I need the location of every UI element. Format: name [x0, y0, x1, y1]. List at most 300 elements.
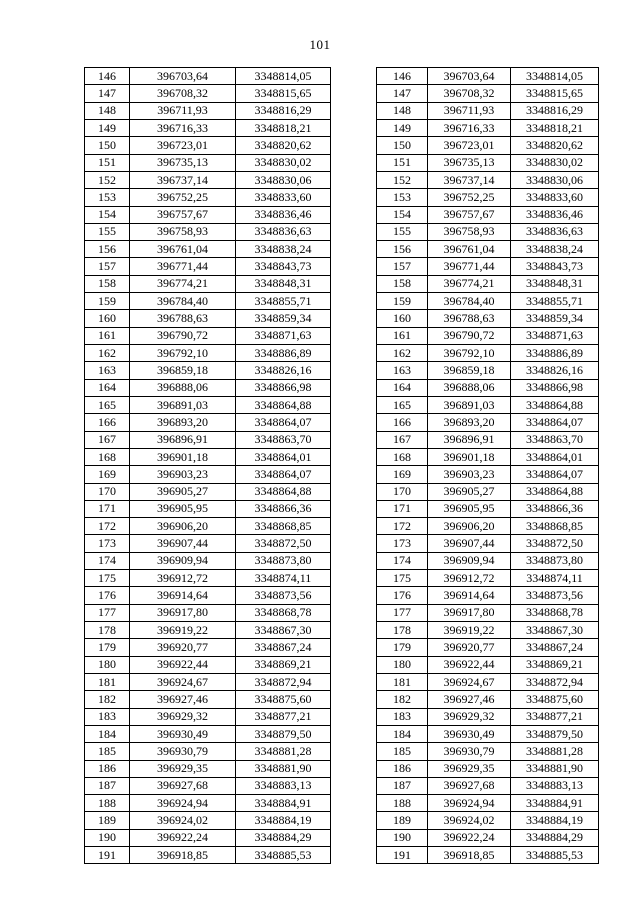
point-number-cell: 154 [85, 206, 130, 223]
y-coordinate-cell: 3348863,70 [511, 431, 599, 448]
point-number-cell: 187 [85, 777, 130, 794]
table-row [85, 708, 331, 725]
y-coordinate-cell: 3348867,24 [511, 639, 599, 656]
x-coordinate-cell: 396888,06 [428, 379, 511, 396]
x-coordinate-cell: 396888,06 [130, 379, 236, 396]
table-row [377, 847, 599, 864]
point-number-cell: 183 [377, 708, 428, 725]
x-coordinate-cell: 396708,32 [130, 85, 236, 102]
x-coordinate-cell: 396924,94 [428, 795, 511, 812]
x-coordinate-cell: 396907,44 [130, 535, 236, 552]
point-number-cell: 169 [377, 466, 428, 483]
x-coordinate-cell: 396784,40 [130, 293, 236, 310]
point-number-cell: 159 [377, 293, 428, 310]
point-number-cell: 191 [377, 847, 428, 864]
point-number-cell: 179 [377, 639, 428, 656]
y-coordinate-cell: 3348875,60 [511, 691, 599, 708]
point-number-cell: 168 [85, 448, 130, 465]
point-number-cell: 156 [377, 241, 428, 258]
y-coordinate-cell: 3348815,65 [236, 85, 331, 102]
x-coordinate-cell: 396737,14 [428, 171, 511, 188]
table-row [377, 241, 599, 258]
y-coordinate-cell: 3348886,89 [511, 345, 599, 362]
y-coordinate-cell: 3348866,98 [236, 379, 331, 396]
point-number-cell: 160 [85, 310, 130, 327]
table-row [377, 552, 599, 569]
table-row [377, 622, 599, 639]
table-row [377, 275, 599, 292]
x-coordinate-cell: 396758,93 [428, 223, 511, 240]
y-coordinate-cell: 3348814,05 [511, 68, 599, 85]
point-number-cell: 175 [85, 570, 130, 587]
point-number-cell: 163 [85, 362, 130, 379]
y-coordinate-cell: 3348873,56 [511, 587, 599, 604]
point-number-cell: 181 [377, 673, 428, 690]
point-number-cell: 170 [377, 483, 428, 500]
point-number-cell: 148 [85, 102, 130, 119]
y-coordinate-cell: 3348867,30 [236, 622, 331, 639]
point-number-cell: 169 [85, 466, 130, 483]
y-coordinate-cell: 3348884,91 [511, 795, 599, 812]
point-number-cell: 168 [377, 448, 428, 465]
y-coordinate-cell: 3348816,29 [236, 102, 331, 119]
x-coordinate-cell: 396919,22 [130, 622, 236, 639]
table-row [85, 102, 331, 119]
y-coordinate-cell: 3348820,62 [236, 137, 331, 154]
point-number-cell: 165 [377, 396, 428, 413]
x-coordinate-cell: 396716,33 [130, 119, 236, 136]
x-coordinate-cell: 396906,20 [130, 518, 236, 535]
y-coordinate-cell: 3348872,94 [511, 673, 599, 690]
x-coordinate-cell: 396918,85 [130, 847, 236, 864]
x-coordinate-cell: 396922,24 [428, 829, 511, 846]
y-coordinate-cell: 3348884,91 [236, 795, 331, 812]
table-row [85, 795, 331, 812]
y-coordinate-cell: 3348855,71 [236, 293, 331, 310]
x-coordinate-cell: 396774,21 [130, 275, 236, 292]
x-coordinate-cell: 396723,01 [428, 137, 511, 154]
point-number-cell: 189 [85, 812, 130, 829]
y-coordinate-cell: 3348881,28 [236, 743, 331, 760]
x-coordinate-cell: 396929,32 [428, 708, 511, 725]
y-coordinate-cell: 3348873,56 [236, 587, 331, 604]
y-coordinate-cell: 3348877,21 [511, 708, 599, 725]
x-coordinate-cell: 396914,64 [428, 587, 511, 604]
x-coordinate-cell: 396761,04 [428, 241, 511, 258]
y-coordinate-cell: 3348836,63 [236, 223, 331, 240]
point-number-cell: 188 [85, 795, 130, 812]
y-coordinate-cell: 3348868,78 [236, 604, 331, 621]
table-row [85, 396, 331, 413]
point-number-cell: 167 [85, 431, 130, 448]
table-row [377, 154, 599, 171]
y-coordinate-cell: 3348872,50 [236, 535, 331, 552]
point-number-cell: 177 [85, 604, 130, 621]
x-coordinate-cell: 396735,13 [130, 154, 236, 171]
table-row [85, 760, 331, 777]
table-row [85, 258, 331, 275]
y-coordinate-cell: 3348826,16 [236, 362, 331, 379]
table-row [85, 604, 331, 621]
y-coordinate-cell: 3348871,63 [236, 327, 331, 344]
table-row [377, 466, 599, 483]
x-coordinate-cell: 396907,44 [428, 535, 511, 552]
x-coordinate-cell: 396893,20 [130, 414, 236, 431]
table-row [85, 293, 331, 310]
y-coordinate-cell: 3348872,94 [236, 673, 331, 690]
x-coordinate-cell: 396859,18 [428, 362, 511, 379]
table-row [85, 414, 331, 431]
y-coordinate-cell: 3348818,21 [511, 119, 599, 136]
point-number-cell: 167 [377, 431, 428, 448]
x-coordinate-cell: 396909,94 [428, 552, 511, 569]
x-coordinate-cell: 396737,14 [130, 171, 236, 188]
x-coordinate-cell: 396905,27 [130, 483, 236, 500]
point-number-cell: 150 [85, 137, 130, 154]
y-coordinate-cell: 3348871,63 [511, 327, 599, 344]
y-coordinate-cell: 3348873,80 [236, 552, 331, 569]
y-coordinate-cell: 3348879,50 [236, 725, 331, 742]
point-number-cell: 174 [85, 552, 130, 569]
table-row [85, 327, 331, 344]
table-row [85, 189, 331, 206]
point-number-cell: 170 [85, 483, 130, 500]
point-number-cell: 160 [377, 310, 428, 327]
y-coordinate-cell: 3348879,50 [511, 725, 599, 742]
y-coordinate-cell: 3348836,46 [236, 206, 331, 223]
x-coordinate-cell: 396896,91 [428, 431, 511, 448]
y-coordinate-cell: 3348875,60 [236, 691, 331, 708]
table-row [85, 171, 331, 188]
y-coordinate-cell: 3348820,62 [511, 137, 599, 154]
coordinates-table-right [376, 67, 599, 864]
y-coordinate-cell: 3348872,50 [511, 535, 599, 552]
x-coordinate-cell: 396922,44 [428, 656, 511, 673]
y-coordinate-cell: 3348866,98 [511, 379, 599, 396]
point-number-cell: 163 [377, 362, 428, 379]
x-coordinate-cell: 396703,64 [428, 68, 511, 85]
table-row [85, 362, 331, 379]
point-number-cell: 186 [377, 760, 428, 777]
table-row [377, 171, 599, 188]
table-row [377, 396, 599, 413]
x-coordinate-cell: 396917,80 [428, 604, 511, 621]
point-number-cell: 173 [377, 535, 428, 552]
point-number-cell: 147 [85, 85, 130, 102]
point-number-cell: 162 [85, 345, 130, 362]
x-coordinate-cell: 396922,24 [130, 829, 236, 846]
y-coordinate-cell: 3348886,89 [236, 345, 331, 362]
x-coordinate-cell: 396906,20 [428, 518, 511, 535]
table-row [377, 500, 599, 517]
table-row [85, 154, 331, 171]
x-coordinate-cell: 396792,10 [428, 345, 511, 362]
x-coordinate-cell: 396761,04 [130, 241, 236, 258]
point-number-cell: 173 [85, 535, 130, 552]
table-row [85, 622, 331, 639]
x-coordinate-cell: 396924,02 [428, 812, 511, 829]
table-row [377, 258, 599, 275]
y-coordinate-cell: 3348883,13 [236, 777, 331, 794]
table-row [377, 535, 599, 552]
table-row [85, 466, 331, 483]
y-coordinate-cell: 3348833,60 [236, 189, 331, 206]
x-coordinate-cell: 396905,95 [130, 500, 236, 517]
y-coordinate-cell: 3348848,31 [236, 275, 331, 292]
point-number-cell: 191 [85, 847, 130, 864]
y-coordinate-cell: 3348855,71 [511, 293, 599, 310]
table-row [377, 345, 599, 362]
table-row [377, 673, 599, 690]
point-number-cell: 155 [377, 223, 428, 240]
x-coordinate-cell: 396924,94 [130, 795, 236, 812]
point-number-cell: 152 [377, 171, 428, 188]
x-coordinate-cell: 396771,44 [428, 258, 511, 275]
x-coordinate-cell: 396919,22 [428, 622, 511, 639]
point-number-cell: 165 [85, 396, 130, 413]
y-coordinate-cell: 3348877,21 [236, 708, 331, 725]
point-number-cell: 184 [85, 725, 130, 742]
y-coordinate-cell: 3348838,24 [236, 241, 331, 258]
table-row [85, 535, 331, 552]
point-number-cell: 177 [377, 604, 428, 621]
point-number-cell: 171 [85, 500, 130, 517]
x-coordinate-cell: 396903,23 [428, 466, 511, 483]
table-row [85, 587, 331, 604]
x-coordinate-cell: 396929,35 [130, 760, 236, 777]
y-coordinate-cell: 3348884,19 [511, 812, 599, 829]
x-coordinate-cell: 396905,95 [428, 500, 511, 517]
point-number-cell: 186 [85, 760, 130, 777]
y-coordinate-cell: 3348881,90 [511, 760, 599, 777]
table-row [377, 656, 599, 673]
table-row [377, 189, 599, 206]
table-row [377, 691, 599, 708]
table-row [377, 777, 599, 794]
table-row [377, 379, 599, 396]
x-coordinate-cell: 396774,21 [428, 275, 511, 292]
x-coordinate-cell: 396859,18 [130, 362, 236, 379]
table-row [85, 691, 331, 708]
point-number-cell: 151 [377, 154, 428, 171]
table-row [377, 102, 599, 119]
y-coordinate-cell: 3348881,28 [511, 743, 599, 760]
table-row [85, 725, 331, 742]
x-coordinate-cell: 396909,94 [130, 552, 236, 569]
x-coordinate-cell: 396711,93 [130, 102, 236, 119]
y-coordinate-cell: 3348864,88 [511, 483, 599, 500]
table-row [377, 414, 599, 431]
y-coordinate-cell: 3348863,70 [236, 431, 331, 448]
point-number-cell: 164 [377, 379, 428, 396]
x-coordinate-cell: 396790,72 [428, 327, 511, 344]
table-row [85, 500, 331, 517]
table-row [85, 448, 331, 465]
point-number-cell: 157 [377, 258, 428, 275]
table-row [85, 206, 331, 223]
x-coordinate-cell: 396891,03 [130, 396, 236, 413]
table-row [85, 829, 331, 846]
x-coordinate-cell: 396924,67 [428, 673, 511, 690]
x-coordinate-cell: 396896,91 [130, 431, 236, 448]
y-coordinate-cell: 3348864,07 [511, 414, 599, 431]
table-row [85, 639, 331, 656]
table-row [377, 448, 599, 465]
point-number-cell: 179 [85, 639, 130, 656]
point-number-cell: 147 [377, 85, 428, 102]
point-number-cell: 181 [85, 673, 130, 690]
table-row [85, 85, 331, 102]
point-number-cell: 162 [377, 345, 428, 362]
y-coordinate-cell: 3348838,24 [511, 241, 599, 258]
x-coordinate-cell: 396917,80 [130, 604, 236, 621]
point-number-cell: 166 [377, 414, 428, 431]
point-number-cell: 178 [377, 622, 428, 639]
y-coordinate-cell: 3348864,01 [511, 448, 599, 465]
point-number-cell: 176 [85, 587, 130, 604]
table-row [377, 223, 599, 240]
x-coordinate-cell: 396792,10 [130, 345, 236, 362]
point-number-cell: 172 [377, 518, 428, 535]
point-number-cell: 158 [377, 275, 428, 292]
table-row [377, 570, 599, 587]
point-number-cell: 182 [85, 691, 130, 708]
y-coordinate-cell: 3348836,46 [511, 206, 599, 223]
y-coordinate-cell: 3348814,05 [236, 68, 331, 85]
y-coordinate-cell: 3348874,11 [511, 570, 599, 587]
x-coordinate-cell: 396903,23 [130, 466, 236, 483]
table-row [85, 518, 331, 535]
table-row [377, 310, 599, 327]
x-coordinate-cell: 396788,63 [428, 310, 511, 327]
point-number-cell: 180 [85, 656, 130, 673]
y-coordinate-cell: 3348868,85 [511, 518, 599, 535]
x-coordinate-cell: 396912,72 [130, 570, 236, 587]
point-number-cell: 157 [85, 258, 130, 275]
table-row [85, 241, 331, 258]
x-coordinate-cell: 396758,93 [130, 223, 236, 240]
x-coordinate-cell: 396711,93 [428, 102, 511, 119]
table-row [85, 777, 331, 794]
y-coordinate-cell: 3348864,88 [236, 396, 331, 413]
y-coordinate-cell: 3348859,34 [511, 310, 599, 327]
table-row [377, 708, 599, 725]
table-row [85, 379, 331, 396]
x-coordinate-cell: 396914,64 [130, 587, 236, 604]
x-coordinate-cell: 396757,67 [428, 206, 511, 223]
point-number-cell: 189 [377, 812, 428, 829]
point-number-cell: 182 [377, 691, 428, 708]
table-row [85, 223, 331, 240]
point-number-cell: 152 [85, 171, 130, 188]
y-coordinate-cell: 3348830,06 [236, 171, 331, 188]
y-coordinate-cell: 3348843,73 [511, 258, 599, 275]
x-coordinate-cell: 396757,67 [130, 206, 236, 223]
y-coordinate-cell: 3348883,13 [511, 777, 599, 794]
y-coordinate-cell: 3348864,88 [236, 483, 331, 500]
point-number-cell: 176 [377, 587, 428, 604]
x-coordinate-cell: 396901,18 [130, 448, 236, 465]
table-row [377, 587, 599, 604]
x-coordinate-cell: 396752,25 [130, 189, 236, 206]
table-row [377, 518, 599, 535]
point-number-cell: 171 [377, 500, 428, 517]
y-coordinate-cell: 3348881,90 [236, 760, 331, 777]
y-coordinate-cell: 3348833,60 [511, 189, 599, 206]
table-row [377, 604, 599, 621]
x-coordinate-cell: 396929,35 [428, 760, 511, 777]
y-coordinate-cell: 3348869,21 [236, 656, 331, 673]
point-number-cell: 154 [377, 206, 428, 223]
y-coordinate-cell: 3348864,01 [236, 448, 331, 465]
y-coordinate-cell: 3348884,29 [236, 829, 331, 846]
point-number-cell: 188 [377, 795, 428, 812]
y-coordinate-cell: 3348868,78 [511, 604, 599, 621]
table-row [377, 725, 599, 742]
table-row [85, 656, 331, 673]
y-coordinate-cell: 3348848,31 [511, 275, 599, 292]
x-coordinate-cell: 396703,64 [130, 68, 236, 85]
point-number-cell: 175 [377, 570, 428, 587]
point-number-cell: 185 [85, 743, 130, 760]
y-coordinate-cell: 3348864,07 [236, 466, 331, 483]
y-coordinate-cell: 3348830,02 [236, 154, 331, 171]
x-coordinate-cell: 396922,44 [130, 656, 236, 673]
y-coordinate-cell: 3348859,34 [236, 310, 331, 327]
point-number-cell: 150 [377, 137, 428, 154]
point-number-cell: 149 [377, 119, 428, 136]
table-row [377, 137, 599, 154]
table-row [85, 673, 331, 690]
y-coordinate-cell: 3348836,63 [511, 223, 599, 240]
point-number-cell: 190 [377, 829, 428, 846]
x-coordinate-cell: 396893,20 [428, 414, 511, 431]
table-row [377, 483, 599, 500]
x-coordinate-cell: 396924,02 [130, 812, 236, 829]
point-number-cell: 146 [85, 68, 130, 85]
x-coordinate-cell: 396927,68 [130, 777, 236, 794]
x-coordinate-cell: 396790,72 [130, 327, 236, 344]
x-coordinate-cell: 396930,79 [130, 743, 236, 760]
x-coordinate-cell: 396927,46 [130, 691, 236, 708]
table-row [85, 812, 331, 829]
y-coordinate-cell: 3348864,07 [511, 466, 599, 483]
point-number-cell: 151 [85, 154, 130, 171]
table-row [377, 362, 599, 379]
y-coordinate-cell: 3348874,11 [236, 570, 331, 587]
table-row [377, 85, 599, 102]
table-row [85, 310, 331, 327]
x-coordinate-cell: 396716,33 [428, 119, 511, 136]
x-coordinate-cell: 396771,44 [130, 258, 236, 275]
coordinates-table-left [84, 67, 331, 864]
y-coordinate-cell: 3348873,80 [511, 552, 599, 569]
point-number-cell: 146 [377, 68, 428, 85]
table-row [377, 743, 599, 760]
x-coordinate-cell: 396784,40 [428, 293, 511, 310]
table-row [377, 812, 599, 829]
table-row [85, 483, 331, 500]
x-coordinate-cell: 396708,32 [428, 85, 511, 102]
point-number-cell: 166 [85, 414, 130, 431]
table-row [85, 552, 331, 569]
point-number-cell: 187 [377, 777, 428, 794]
table-row [377, 119, 599, 136]
table-row [85, 68, 331, 85]
table-row [85, 570, 331, 587]
y-coordinate-cell: 3348866,36 [511, 500, 599, 517]
x-coordinate-cell: 396905,27 [428, 483, 511, 500]
